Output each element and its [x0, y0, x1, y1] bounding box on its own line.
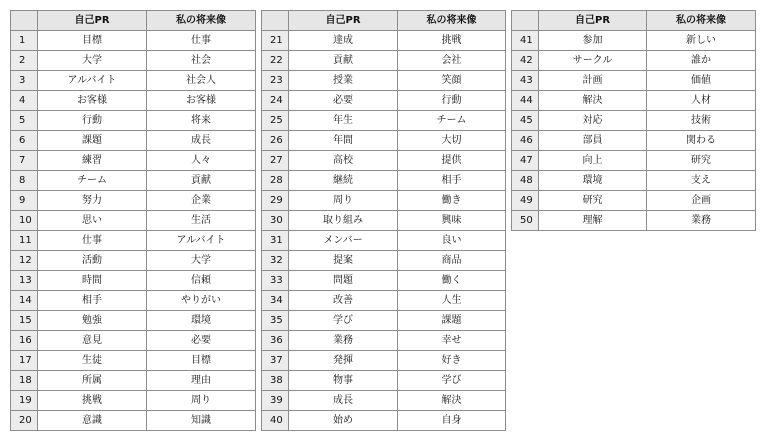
header-rank	[512, 11, 539, 31]
self-pr-cell: 達成	[289, 31, 398, 51]
self-pr-cell: 勉強	[38, 311, 147, 331]
future-vision-cell: 相手	[398, 171, 506, 191]
self-pr-cell: 計画	[539, 71, 647, 91]
rank-cell: 19	[11, 391, 38, 411]
future-vision-cell: 成長	[147, 131, 256, 151]
table-row	[262, 51, 506, 71]
rank-cell: 41	[512, 31, 539, 51]
table-row	[11, 111, 256, 131]
rank-cell: 25	[262, 111, 289, 131]
table-row	[512, 51, 756, 71]
rank-cell: 43	[512, 71, 539, 91]
rank-cell: 2	[11, 51, 38, 71]
self-pr-cell: 課題	[38, 131, 147, 151]
future-vision-cell: 研究	[647, 151, 756, 171]
rank-cell: 49	[512, 191, 539, 211]
future-vision-cell: アルバイト	[147, 231, 256, 251]
future-vision-cell: 笑顔	[398, 71, 506, 91]
self-pr-cell: 問題	[289, 271, 398, 291]
keyword-table-1	[10, 10, 256, 431]
table-row	[11, 291, 256, 311]
header-self-pr: 自己PR	[38, 11, 147, 31]
header-future-vision: 私の将来像	[647, 11, 756, 31]
rank-cell: 40	[262, 411, 289, 431]
rank-cell: 32	[262, 251, 289, 271]
self-pr-cell: 練習	[38, 151, 147, 171]
self-pr-cell: 発揮	[289, 351, 398, 371]
rank-cell: 15	[11, 311, 38, 331]
self-pr-cell: 所属	[38, 371, 147, 391]
self-pr-cell: 意識	[38, 411, 147, 431]
rank-cell: 33	[262, 271, 289, 291]
future-vision-cell: 業務	[647, 211, 756, 231]
self-pr-cell: 年生	[289, 111, 398, 131]
self-pr-cell: 参加	[539, 31, 647, 51]
future-vision-cell: 働き	[398, 191, 506, 211]
rank-cell: 34	[262, 291, 289, 311]
table-row	[512, 151, 756, 171]
future-vision-cell: 幸せ	[398, 331, 506, 351]
table-row	[262, 31, 506, 51]
rank-cell: 46	[512, 131, 539, 151]
rank-cell: 39	[262, 391, 289, 411]
rank-cell: 50	[512, 211, 539, 231]
future-vision-cell: 技術	[647, 111, 756, 131]
rank-cell: 6	[11, 131, 38, 151]
self-pr-cell: 年間	[289, 131, 398, 151]
table-row	[262, 411, 506, 431]
self-pr-cell: 思い	[38, 211, 147, 231]
table-row	[11, 151, 256, 171]
header-future-vision: 私の将来像	[147, 11, 256, 31]
self-pr-cell: 努力	[38, 191, 147, 211]
self-pr-cell: サークル	[539, 51, 647, 71]
table-header-row	[512, 11, 756, 31]
table-row	[262, 131, 506, 151]
table-row	[262, 311, 506, 331]
rank-cell: 12	[11, 251, 38, 271]
table-row	[11, 51, 256, 71]
self-pr-cell: 行動	[38, 111, 147, 131]
table-row	[11, 231, 256, 251]
self-pr-cell: チーム	[38, 171, 147, 191]
self-pr-cell: 始め	[289, 411, 398, 431]
rank-cell: 44	[512, 91, 539, 111]
future-vision-cell: お客様	[147, 91, 256, 111]
future-vision-cell: 提供	[398, 151, 506, 171]
future-vision-cell: 学び	[398, 371, 506, 391]
rank-cell: 10	[11, 211, 38, 231]
self-pr-cell: 業務	[289, 331, 398, 351]
self-pr-cell: 解決	[539, 91, 647, 111]
table-row	[11, 31, 256, 51]
self-pr-cell: 必要	[289, 91, 398, 111]
self-pr-cell: 挑戦	[38, 391, 147, 411]
table-row	[11, 91, 256, 111]
rank-cell: 5	[11, 111, 38, 131]
rank-cell: 28	[262, 171, 289, 191]
table-row	[11, 191, 256, 211]
future-vision-cell: 支え	[647, 171, 756, 191]
future-vision-cell: 周り	[147, 391, 256, 411]
table-row	[262, 111, 506, 131]
table-header-row	[11, 11, 256, 31]
table-row	[11, 271, 256, 291]
table-row	[262, 391, 506, 411]
self-pr-cell: 成長	[289, 391, 398, 411]
table-row	[262, 371, 506, 391]
table-row	[262, 191, 506, 211]
self-pr-cell: アルバイト	[38, 71, 147, 91]
rank-cell: 30	[262, 211, 289, 231]
keyword-table-2	[261, 10, 506, 431]
future-vision-cell: 会社	[398, 51, 506, 71]
self-pr-cell: 環境	[539, 171, 647, 191]
future-vision-cell: 理由	[147, 371, 256, 391]
future-vision-cell: 企画	[647, 191, 756, 211]
rank-cell: 11	[11, 231, 38, 251]
rank-cell: 27	[262, 151, 289, 171]
table-row	[262, 211, 506, 231]
table-row	[512, 131, 756, 151]
future-vision-cell: 働く	[398, 271, 506, 291]
self-pr-cell: 部員	[539, 131, 647, 151]
rank-cell: 31	[262, 231, 289, 251]
rank-cell: 38	[262, 371, 289, 391]
self-pr-cell: 相手	[38, 291, 147, 311]
rank-cell: 8	[11, 171, 38, 191]
self-pr-cell: 向上	[539, 151, 647, 171]
rank-cell: 29	[262, 191, 289, 211]
table-row	[11, 371, 256, 391]
table-row	[262, 271, 506, 291]
table-row	[11, 251, 256, 271]
self-pr-cell: 仕事	[38, 231, 147, 251]
rank-cell: 47	[512, 151, 539, 171]
self-pr-cell: 高校	[289, 151, 398, 171]
rank-cell: 24	[262, 91, 289, 111]
rank-cell: 21	[262, 31, 289, 51]
future-vision-cell: チーム	[398, 111, 506, 131]
future-vision-cell: 目標	[147, 351, 256, 371]
table-row	[11, 71, 256, 91]
future-vision-cell: 人材	[647, 91, 756, 111]
self-pr-cell: 時間	[38, 271, 147, 291]
rank-cell: 35	[262, 311, 289, 331]
future-vision-cell: 将来	[147, 111, 256, 131]
rank-cell: 4	[11, 91, 38, 111]
table-row	[512, 111, 756, 131]
self-pr-cell: メンバー	[289, 231, 398, 251]
table-row	[512, 171, 756, 191]
future-vision-cell: 仕事	[147, 31, 256, 51]
future-vision-cell: 環境	[147, 311, 256, 331]
table-row	[262, 171, 506, 191]
table-row	[262, 91, 506, 111]
future-vision-cell: 商品	[398, 251, 506, 271]
rank-cell: 37	[262, 351, 289, 371]
future-vision-cell: 知識	[147, 411, 256, 431]
table-row	[11, 331, 256, 351]
self-pr-cell: 対応	[539, 111, 647, 131]
self-pr-cell: 学び	[289, 311, 398, 331]
table-row	[11, 171, 256, 191]
self-pr-cell: 活動	[38, 251, 147, 271]
table-row	[11, 131, 256, 151]
future-vision-cell: 解決	[398, 391, 506, 411]
rank-cell: 26	[262, 131, 289, 151]
rank-cell: 9	[11, 191, 38, 211]
table-row	[512, 31, 756, 51]
rank-cell: 45	[512, 111, 539, 131]
header-rank	[262, 11, 289, 31]
future-vision-cell: 課題	[398, 311, 506, 331]
rank-cell: 13	[11, 271, 38, 291]
self-pr-cell: 大学	[38, 51, 147, 71]
header-rank	[11, 11, 38, 31]
future-vision-cell: 誰か	[647, 51, 756, 71]
future-vision-cell: 社会人	[147, 71, 256, 91]
self-pr-cell: 提案	[289, 251, 398, 271]
table-row	[11, 411, 256, 431]
table-row	[11, 311, 256, 331]
future-vision-cell: 関わる	[647, 131, 756, 151]
table-row	[262, 331, 506, 351]
rank-cell: 17	[11, 351, 38, 371]
self-pr-cell: 取り組み	[289, 211, 398, 231]
rank-cell: 3	[11, 71, 38, 91]
future-vision-cell: 生活	[147, 211, 256, 231]
future-vision-cell: 興味	[398, 211, 506, 231]
self-pr-cell: 授業	[289, 71, 398, 91]
future-vision-cell: 企業	[147, 191, 256, 211]
future-vision-cell: 社会	[147, 51, 256, 71]
future-vision-cell: 大切	[398, 131, 506, 151]
future-vision-cell: 良い	[398, 231, 506, 251]
self-pr-cell: 生徒	[38, 351, 147, 371]
table-row	[262, 351, 506, 371]
future-vision-cell: 好き	[398, 351, 506, 371]
self-pr-cell: お客様	[38, 91, 147, 111]
table-row	[262, 71, 506, 91]
keyword-table-3	[511, 10, 756, 231]
table-header-row	[262, 11, 506, 31]
table-row	[262, 251, 506, 271]
table-row	[512, 191, 756, 211]
rank-cell: 23	[262, 71, 289, 91]
self-pr-cell: 貢献	[289, 51, 398, 71]
future-vision-cell: 新しい	[647, 31, 756, 51]
table-row	[262, 231, 506, 251]
future-vision-cell: 挑戦	[398, 31, 506, 51]
header-self-pr: 自己PR	[289, 11, 398, 31]
table-row	[11, 351, 256, 371]
future-vision-cell: 人生	[398, 291, 506, 311]
rank-cell: 1	[11, 31, 38, 51]
self-pr-cell: 研究	[539, 191, 647, 211]
future-vision-cell: 貢献	[147, 171, 256, 191]
rank-cell: 14	[11, 291, 38, 311]
future-vision-cell: 必要	[147, 331, 256, 351]
self-pr-cell: 改善	[289, 291, 398, 311]
self-pr-cell: 物事	[289, 371, 398, 391]
table-row	[11, 211, 256, 231]
rank-cell: 7	[11, 151, 38, 171]
self-pr-cell: 周り	[289, 191, 398, 211]
future-vision-cell: 行動	[398, 91, 506, 111]
header-self-pr: 自己PR	[539, 11, 647, 31]
table-row	[262, 291, 506, 311]
table-row	[512, 71, 756, 91]
table-row	[512, 211, 756, 231]
rank-cell: 36	[262, 331, 289, 351]
rank-cell: 22	[262, 51, 289, 71]
future-vision-cell: 大学	[147, 251, 256, 271]
table-row	[512, 91, 756, 111]
future-vision-cell: 信頼	[147, 271, 256, 291]
rank-cell: 48	[512, 171, 539, 191]
rank-cell: 42	[512, 51, 539, 71]
future-vision-cell: 自身	[398, 411, 506, 431]
self-pr-cell: 理解	[539, 211, 647, 231]
rank-cell: 20	[11, 411, 38, 431]
self-pr-cell: 意見	[38, 331, 147, 351]
self-pr-cell: 目標	[38, 31, 147, 51]
rank-cell: 16	[11, 331, 38, 351]
future-vision-cell: 人々	[147, 151, 256, 171]
self-pr-cell: 継続	[289, 171, 398, 191]
future-vision-cell: やりがい	[147, 291, 256, 311]
future-vision-cell: 価値	[647, 71, 756, 91]
header-future-vision: 私の将来像	[398, 11, 506, 31]
rank-cell: 18	[11, 371, 38, 391]
table-row	[11, 391, 256, 411]
table-row	[262, 151, 506, 171]
